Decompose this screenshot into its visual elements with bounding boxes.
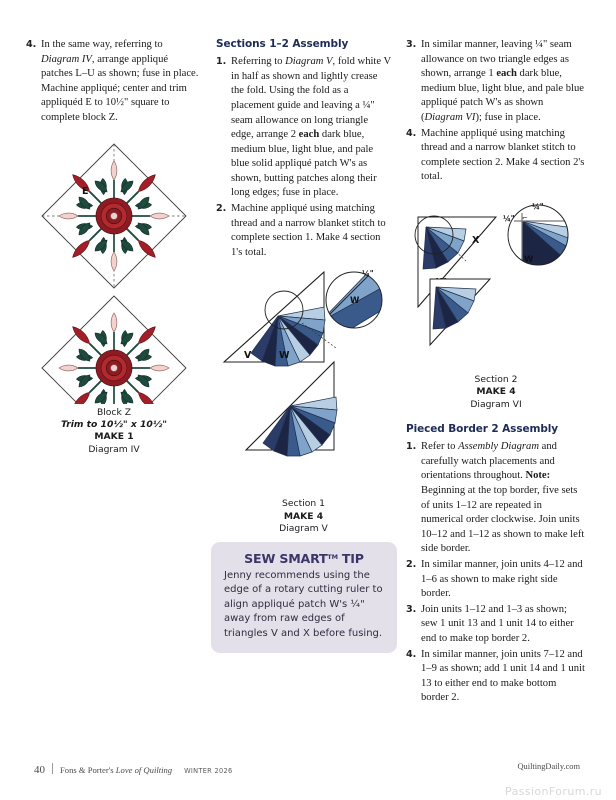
- step-number: 3.: [406, 39, 417, 50]
- step-text-part-3: Beginning at the top border, five sets of units 1–12 are repeated in numerical order clockwise. Join units 10–12 and 1–12 as shown to make left side border.: [421, 485, 585, 555]
- issue-date: WINTER 2026: [184, 767, 233, 775]
- note-label: Note:: [525, 470, 551, 482]
- step-number: 2.: [216, 203, 227, 215]
- instruction-step-3: [406, 38, 586, 126]
- instruction-step-1: [216, 55, 391, 201]
- left-column: [26, 38, 202, 456]
- step-text: Machine appliqué using matching thread and a narrow blanket stitch to complete section 1. Make 4 section 1's total.: [231, 203, 386, 258]
- caption-block-name: Block Z: [96, 406, 132, 418]
- step-text-part-1: In similar manner, leaving ¼" seam allowance on two triangle edges as shown, arrange 1: [421, 39, 572, 80]
- step-number: 1.: [216, 56, 227, 68]
- sections-assembly-heading: Sections 1–2 Assembly: [216, 38, 349, 50]
- trademark-symbol: TM: [327, 553, 338, 561]
- emphasis-each: each: [298, 129, 320, 141]
- magazine-title: Love of Quilting: [115, 765, 173, 775]
- diagram-iv-illustration: [26, 136, 202, 404]
- emphasis-each: each: [496, 68, 517, 80]
- step-text-part-1: Referring to: [231, 56, 286, 68]
- diagram-v-illustration: [216, 270, 391, 495]
- step-number: 2.: [406, 559, 417, 571]
- caption-section-name: Section 2: [474, 373, 518, 385]
- section-1-figure: [216, 270, 391, 535]
- detail-callout-circle: [316, 270, 391, 338]
- middle-column: [216, 38, 391, 536]
- patch-label-w: W: [279, 350, 290, 362]
- border-step-2: [406, 558, 586, 602]
- watermark-text: PassionForum.ru: [505, 785, 602, 798]
- footer-left-group: [34, 762, 232, 776]
- caption-trim-size: Trim to 10½" x 10½": [60, 418, 168, 430]
- caption-make-count: MAKE 4: [283, 510, 324, 522]
- instruction-step-4: [26, 38, 202, 126]
- step-number: 3.: [406, 603, 417, 615]
- step-number: 4.: [406, 648, 417, 660]
- lower-block-diagram: [42, 296, 186, 404]
- step-number: 4.: [26, 39, 37, 50]
- right-instruction-list: [406, 38, 586, 185]
- tip-title-main: SEW SMART: [244, 551, 328, 566]
- tip-title-suffix: TIP: [337, 551, 364, 566]
- step-text-part-3: dark blue, medium blue, light blue, and pale blue solid appliqué patch W's as shown, butting patches along their long edges; fuse in place.: [231, 129, 377, 199]
- border-instruction-list: [406, 440, 586, 706]
- sew-smart-tip-box: [211, 542, 397, 653]
- section-1-upper-diagram: [224, 270, 391, 366]
- seam-allowance-left-label: ¼": [503, 213, 515, 223]
- section-2-figure: [406, 195, 586, 411]
- detail-callout-circle: [503, 202, 584, 277]
- page-footer: [0, 762, 616, 782]
- seam-allowance-label: ¼": [362, 270, 374, 279]
- tip-body-text: Jenny recommends using the edge of a rotary cutting ruler to align appliqué patch W's ¼" away from raw edges of triangles V and X before fusing.: [224, 570, 383, 639]
- caption-diagram-number: Diagram V: [279, 523, 328, 535]
- step-number: 1.: [406, 441, 417, 453]
- step-text-part-2: dark blue, medium blue, light blue, and pale blue appliqué patch W's as shown (: [421, 68, 584, 123]
- page-number: 40: [34, 764, 45, 776]
- caption-make-count: MAKE 1: [94, 431, 134, 443]
- section-1-caption: [216, 498, 391, 535]
- pieced-border-heading: Pieced Border 2 Assembly: [406, 423, 559, 436]
- diagram-reference: Diagram VI: [424, 111, 476, 123]
- border-step-3: [406, 603, 586, 647]
- step-text: Machine appliqué using matching thread and a narrow blanket stitch to complete section 2. Make 4 section 2's total.: [421, 127, 585, 183]
- footer-divider: [52, 763, 53, 774]
- step-text-part-2: , arrange appliqué patches L–U as shown; fuse in place. Machine appliqué; center and trim appliquéd E to 10½" square to complete block Z.: [41, 53, 199, 123]
- right-column: [406, 38, 586, 707]
- seam-allowance-top-label: ¼": [532, 201, 544, 211]
- left-instruction-list: [26, 38, 202, 126]
- step-text-part-1: Refer to: [421, 441, 459, 453]
- step-number: 4.: [406, 127, 417, 139]
- section-2-caption: [406, 374, 586, 411]
- section-2-complete-diagram: [430, 279, 490, 345]
- border-step-4: [406, 648, 586, 706]
- section-1-complete-diagram: [246, 362, 337, 456]
- step-text-part-2: and carefully watch placements and orientations throughout.: [421, 441, 557, 482]
- detail-patch-label-w: W: [350, 296, 360, 307]
- instruction-step-2: [216, 202, 391, 260]
- step-text-part-3: ); fuse in place.: [475, 111, 541, 123]
- caption-diagram-number: Diagram VI: [470, 398, 522, 410]
- upper-block-diagram: [42, 144, 186, 288]
- tip-title: [224, 551, 384, 566]
- patch-label-x: X: [472, 234, 480, 246]
- step-text-part-2: , fold white V in half as shown and lightly crease the fold. Using the fold as a placement guide and leaving a ¼" seam allowance on long triangle edge, arrange 2: [231, 56, 391, 141]
- middle-instruction-list: [216, 55, 391, 260]
- measure-marker: ⌐: [522, 213, 528, 222]
- step-text: In similar manner, join units 4–12 and 1–6 as shown to make right side border.: [421, 559, 583, 600]
- diagram-reference: Diagram V: [285, 56, 333, 68]
- block-z-figure: [26, 136, 202, 457]
- border-step-1: [406, 440, 586, 557]
- diagram-reference: Diagram IV: [41, 53, 92, 65]
- instruction-step-4: [406, 127, 586, 185]
- step-text: Join units 1–12 and 1–3 as shown; sew 1 unit 13 and 1 unit 14 to either end to make top border 2.: [421, 603, 574, 644]
- patch-label-v: V: [244, 350, 252, 362]
- diagram-reference: Assembly Diagram: [458, 441, 539, 453]
- caption-diagram-number: Diagram IV: [88, 443, 140, 455]
- diagram-vi-illustration: [406, 195, 586, 371]
- step-text: In similar manner, join units 7–12 and 1–9 as shown; add 1 unit 14 and 1 unit 13 to either end to make bottom border 2.: [421, 648, 585, 704]
- patch-label-e: E: [82, 185, 89, 197]
- magazine-name: [60, 765, 172, 775]
- website-url[interactable]: QuiltingDaily.com: [517, 762, 580, 771]
- caption-section-name: Section 1: [282, 498, 325, 510]
- magazine-prefix: Fons & Porter's: [60, 765, 116, 775]
- step-text-part-1: In the same way, referring to: [41, 39, 163, 50]
- block-z-caption: [26, 407, 202, 457]
- detail-patch-label-w: W: [524, 254, 534, 265]
- caption-make-count: MAKE 4: [476, 386, 516, 398]
